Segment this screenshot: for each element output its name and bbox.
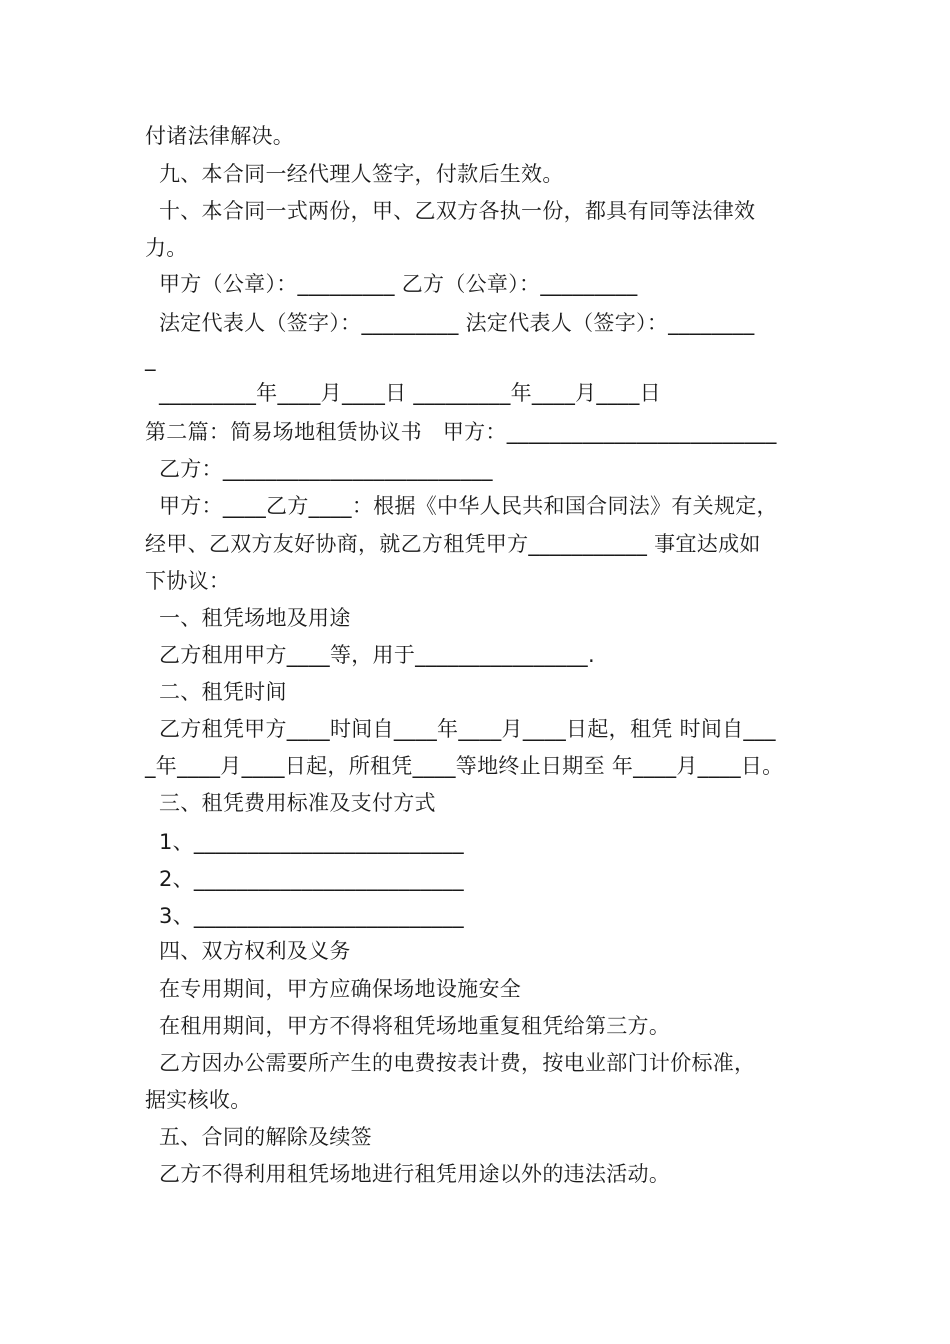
text-line: 乙方租凭甲方____时间自____年____月____日起，租凭 时间自___ [145,717,776,741]
list-item: 1、_________________________ [145,830,464,854]
clause-heading: 三、租凭费用标准及支付方式 [145,791,436,815]
clause-heading: 五、合同的解除及续签 [145,1125,372,1149]
text-line: _年____月____日起，所租凭____等地终止日期至 年____月____日。 [145,754,784,778]
text-line: 在专用期间，甲方应确保场地设施安全 [145,977,522,1001]
text-line: 十、本合同一式两份，甲、乙双方各执一份，都具有同等法律效 [145,199,756,223]
clause-heading: 二、租凭时间 [145,680,287,704]
signature-line-representatives: 法定代表人（签字）：_________ 法定代表人（签字）：________ [145,311,755,335]
text-line: 乙方租用甲方____等，用于________________. [145,643,595,667]
list-item: 2、_________________________ [145,867,464,891]
text-line: 九、本合同一经代理人签字，付款后生效。 [145,162,564,186]
text-line: 下协议： [145,569,231,593]
text-line: 乙方不得利用租凭场地进行租凭用途以外的违法活动。 [145,1162,671,1186]
clause-heading: 四、双方权利及义务 [145,939,351,963]
text-line: 力。 [145,236,188,260]
clause-heading: 一、租凭场地及用途 [145,606,351,630]
text-line: 经甲、乙双方友好协商，就乙方租凭甲方___________ 事宜达成如 [145,532,761,556]
text-line: 乙方：_________________________ [145,457,493,481]
text-line: 甲方：____乙方____：根据《中华人民共和国合同法》有关规定， [145,494,778,518]
text-line: 付诸法律解决。 [145,124,295,148]
text-line: _ [145,347,156,371]
section-title: 第二篇：简易场地租赁协议书 甲方：_________________________ [145,420,777,444]
list-item: 3、_________________________ [145,904,464,928]
text-line: 乙方因办公需要所产生的电费按表计费，按电业部门计价标准， [145,1051,756,1075]
text-line: 据实核收。 [145,1088,252,1112]
signature-line-seals: 甲方（公章）：_________ 乙方（公章）：_________ [145,272,638,296]
signature-line-dates: _________年____月____日 _________年____月____日 [145,381,661,405]
text-line: 在租用期间，甲方不得将租凭场地重复租凭给第三方。 [145,1014,671,1038]
